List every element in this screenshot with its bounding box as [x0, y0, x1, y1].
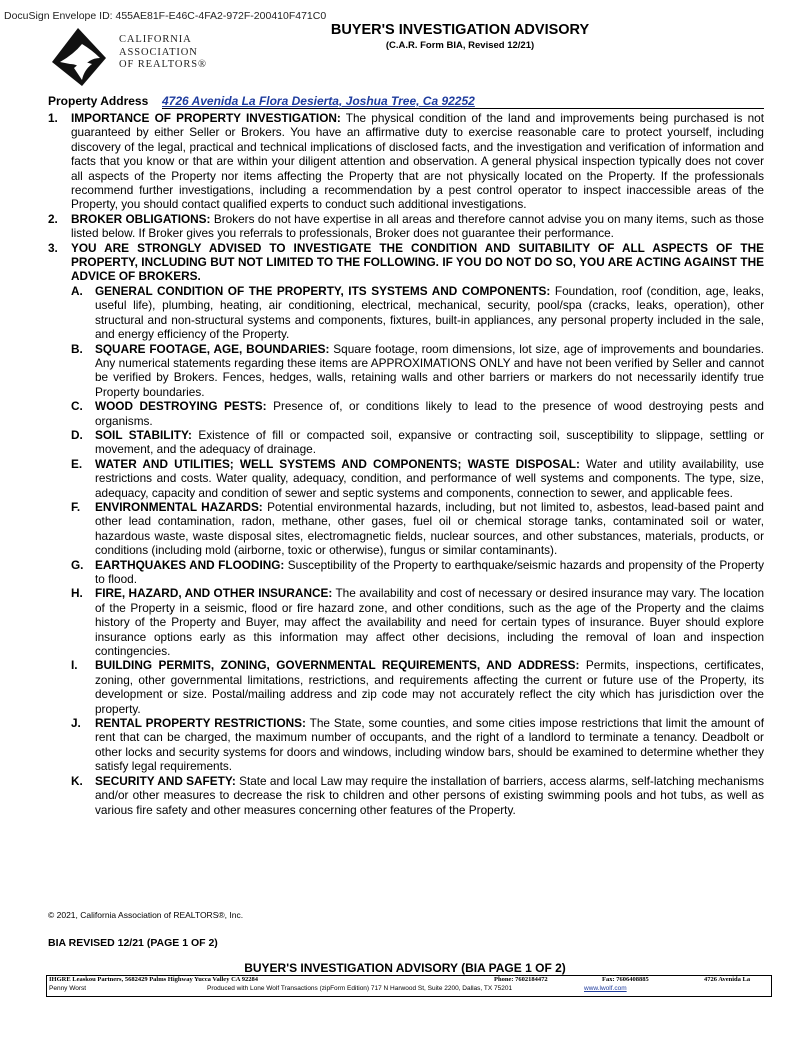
item-e: E. WATER AND UTILITIES; WELL SYSTEMS AND COMPONENTS; WASTE DISPOSAL: Water and utility availability, use restrictions and costs. Water quality, adequacy, condition, and performance of well systems and components. The type, size, adequacy, capacity and condition of sewer and septic systems and components, connection to sewer, and applicable fees.	[71, 456, 764, 500]
property-address-row	[48, 94, 764, 109]
section-heading: YOU ARE STRONGLY ADVISED TO INVESTIGATE THE CONDITION AND SUITABILITY OF ALL ASPECTS OF THE PROPERTY, INCLUDING BUT NOT LIMITED TO THE FOLLOWING. IF YOU DO NOT DO SO, YOU ARE ACTING AGAINST THE ADVICE OF BROKERS.	[71, 240, 764, 284]
item-f: F. ENVIRONMENTAL HAZARDS: Potential environmental hazards, including, but not limited to, asbestos, lead-based paint and other lead contamination, radon, methane, other gases, fuel oil or chemical storage tanks, contaminated soil or water, hazardous waste, waste disposal sites, electromagnetic fields, nuclear sources, and other substances, materials, products, or conditions (including mold (airborne, toxic or otherwise), fungus or similar contaminants).	[71, 499, 764, 558]
lwolf-link[interactable]: www.lwolf.com	[584, 985, 627, 992]
item-g: G. EARTHQUAKES AND FLOODING: Susceptibility of the Property to earthquake/seismic hazards and propensity of the Property to flood.	[71, 557, 764, 586]
agent-name: Penny Worst	[49, 985, 87, 992]
footer-title: BUYER'S INVESTIGATION ADVISORY (BIA PAGE 1 OF 2)	[244, 961, 566, 975]
realtor-house-logo-icon	[48, 24, 110, 88]
docusign-envelope-id: DocuSign Envelope ID: 455AE81F-E46C-4FA2-972F-200410F471C0	[4, 10, 327, 22]
item-a: A. GENERAL CONDITION OF THE PROPERTY, ITS SYSTEMS AND COMPONENTS: Foundation, roof (condition, age, leaks, useful life), plumbing, heating, air conditioning, electrical, mechanical, security, pool/spa (cracks, leaks, operation), other structural and non-structural systems and components, fixtures, built-in appliances, any personal property included in the sale, and energy efficiency of the Property.	[71, 283, 764, 342]
section-3: 3. YOU ARE STRONGLY ADVISED TO INVESTIGATE THE CONDITION AND SUITABILITY OF ALL ASPECTS OF THE PROPERTY, INCLUDING BUT NOT LIMITED TO THE FOLLOWING. IF YOU DO NOT DO SO, YOU ARE ACTING AGAINST THE ADVICE OF BROKERS. A. GENERAL CONDITION OF THE PROPERTY, ITS SYSTEMS AND COMPONENTS: Foundation, roof (condition, age, leaks, useful life), plumbing, heating, air conditioning, electrical, mechanical, security, pool/spa (cracks, leaks, operation), other structural and non-structural systems and components, fixtures, built-in appliances, any personal property included in the sale, and energy efficiency of the Property. B. SQUARE FOOTAGE, AGE, BOUNDARIES: Square footage, room dimensions, lot size, age of improvements and boundaries. Any numerical statements regarding these items are APPROXIMATIONS ONLY and have not been verified by Seller and cannot be verified by Brokers. Fences, hedges, walls, retaining walls and other barriers or markers do not necessarily identify true Property boundaries. C. WOOD DESTROYING PESTS: Presence of, or conditions likely to lead to the presence of wood destroying pests and organisms. D. SOIL STABILITY: Existence of fill or compacted soil, expansive or contracting soil, susceptibility to slippage, settling or movement, and the adequacy of drainage. E. WATER AND UTILITIES; WELL SYSTEMS AND COMPONENTS; WASTE DISPOSAL: Water and utility availability, use restrictions and costs. Water quality, adequacy, condition, and performance of well systems and components. The type, size, adequacy, capacity and condition of sewer and septic systems and components, connection to sewer, and applicable fees. F. ENVIRONMENTAL HAZARDS: Potential environmental hazards, including, but not limited to, asbestos, lead-based paint and other lead contamination, radon, methane, other gases, fuel oil or chemical storage tanks, contaminated soil or water, hazardous waste, waste disposal sites, electromagnetic fields, nuclear sources, and other substances, materials, products, or conditions (including mold (airborne, toxic or otherwise), fungus or similar contaminants). G. EARTHQUAKES AND FLOODING: Susceptibility of the Property to earthquake/seismic hazards and propensity of the Property to flood. H. FIRE, HAZARD, AND OTHER INSURANCE: The availability and cost of necessary or desired insurance may vary. The location of the Property in a seismic, flood or fire hazard zone, and other conditions, such as the age of the Property and the claims history of the Property and Buyer, may affect the availability and need for certain types of insurance. Buyer should explore insurance options early as this information may affect other decisions, including the removal of loan and inspection contingencies. I. BUILDING PERMITS, ZONING, GOVERNMENTAL REQUIREMENTS, AND ADDRESS: Permits, inspections, certificates, zoning, other governmental limitations, restrictions, and requirements affecting the current or future use of the Property, its development or size. Postal/mailing address and zip code may not accurately reflect the city which has jurisdiction over the property. J. RENTAL PROPERTY RESTRICTIONS: The State, some counties, and some cities impose restrictions that limit the amount of rent that can be charged, the maximum number of occupants, and the right of a landlord to terminate a tenancy. Deadbolt or other locks and security systems for doors and windows, including window bars, should be examined to determine whether they satisfy legal requirements. K. SECURITY AND SAFETY: State and local Law may require the installation of barriers, access alarms, self-latching mechanisms and/or other measures to decrease the risk to children and other persons of existing swimming pools and hot tubs, as well as various fire safety and other measures concerning other features of the Property.	[48, 240, 765, 817]
advisory-body	[48, 111, 764, 817]
office-fax: Fax: 7606408885	[602, 976, 649, 983]
property-address-label: Property Address	[48, 94, 149, 108]
form-subtitle: (C.A.R. Form BIA, Revised 12/21)	[385, 40, 535, 51]
item-i: I. BUILDING PERMITS, ZONING, GOVERNMENTAL REQUIREMENTS, AND ADDRESS: Permits, inspections, certificates, zoning, other governmental limitations, restrictions, and requirements affecting the current or future use of the Property, its development or size. Postal/mailing address and zip code may not accurately reflect the city which has jurisdiction over the property.	[71, 658, 765, 716]
section-2: 2. BROKER OBLIGATIONS: Brokers do not have expertise in all areas and therefore cannot advise you on many items, such as those listed below. If Broker gives you referrals to professionals, Broker does not guarantee their performance.	[48, 211, 764, 241]
office-phone: Phone: 7602184472	[494, 976, 548, 983]
item-c: C. WOOD DESTROYING PESTS: Presence of, or conditions likely to lead to the presence of wood destroying pests and organisms.	[71, 399, 764, 428]
revision-label: BIA REVISED 12/21 (PAGE 1 OF 2)	[48, 937, 218, 949]
item-b: B. SQUARE FOOTAGE, AGE, BOUNDARIES: Square footage, room dimensions, lot size, age of improvements and boundaries. Any numerical statements regarding these items are APPROXIMATIONS ONLY and have not been verified by Seller and cannot be verified by Brokers. Fences, hedges, walls, retaining walls and other barriers or markers do not necessarily identify true Property boundaries.	[71, 341, 765, 399]
producer-footer	[46, 975, 772, 997]
form-title: BUYER'S INVESTIGATION ADVISORY	[330, 22, 590, 38]
section-heading: BROKER OBLIGATIONS:	[71, 211, 211, 226]
item-h: H. FIRE, HAZARD, AND OTHER INSURANCE: The availability and cost of necessary or desired insurance may vary. The location of the Property in a seismic, flood or fire hazard zone, and other conditions, such as the age of the Property and the claims history of the Property and Buyer, may affect the availability and need for certain types of insurance. Buyer should explore insurance options early as this information may affect other decisions, including the removal of loan and inspection contingencies.	[71, 586, 764, 659]
org-name: CALIFORNIA ASSOCIATION OF REALTORS®	[119, 34, 207, 70]
copyright-notice: © 2021, California Association of REALTORS®, Inc.	[48, 910, 244, 920]
car-logo	[48, 24, 208, 96]
office-info: IHGRE Leaskou Partners, 5682429 Palms Highway Yucca Valley CA 92284	[49, 976, 258, 983]
produced-by: Produced with Lone Wolf Transactions (zipForm Edition) 717 N Harwood St, Suite 2200, Dallas, TX 75201	[207, 985, 513, 992]
item-d: D. SOIL STABILITY: Existence of fill or compacted soil, expansive or contracting soil, susceptibility to slippage, settling or movement, and the adequacy of drainage.	[71, 427, 764, 457]
property-address-field[interactable]: 4726 Avenida La Flora Desierta, Joshua Tree, Ca 92252	[162, 94, 764, 109]
item-k: K. SECURITY AND SAFETY: State and local Law may require the installation of barriers, access alarms, self-latching mechanisms and/or other measures to decrease the risk to children and other persons of existing swimming pools and hot tubs, as well as various fire safety and other measures concerning other features of the Property.	[71, 773, 764, 817]
section-text: Brokers do not have expertise in all areas and therefore cannot advise you on many items, such as those listed below. If Broker gives you referrals to professionals, Broker does not guarantee their performance.	[71, 211, 764, 241]
item-j: J. RENTAL PROPERTY RESTRICTIONS: The State, some counties, and some cities impose restrictions that limit the amount of rent that can be charged, the maximum number of occupants, and the right of a landlord to terminate a tenancy. Deadbolt or other locks and security systems for doors and windows, including window bars, should be examined to determine whether they satisfy legal requirements.	[71, 716, 764, 774]
section-1: 1. IMPORTANCE OF PROPERTY INVESTIGATION: The physical condition of the land and improvements being purchased is not guaranteed by either Seller or Brokers. You have an affirmative duty to exercise reasonable care to protect yourself, including discovery of the legal, practical and technical implications of disclosed facts, and the investigation and verification of information and facts that you know or that are within your diligent attention and observation. A general physical inspection typically does not cover all aspects of the Property nor items affecting the Property that are not physically located on the Property. If the professionals recommend further investigations, including a recommendation by a pest control operator to inspect inaccessible areas of the Property, you should contact qualified experts to conduct such additional investigations.	[48, 111, 764, 212]
section-heading: IMPORTANCE OF PROPERTY INVESTIGATION:	[71, 111, 341, 125]
section-text: The physical condition of the land and improvements being purchased is not guaranteed by either Seller or Brokers. You have an affirmative duty to exercise reasonable care to protect yourself, including discovery of the legal, practical and technical implications of disclosed facts, and the investigation and verification of information and facts that you know or that are within your diligent attention and observation. A general physical inspection typically does not cover all aspects of the Property nor items affecting the Property that are not physically located on the Property. If the professionals recommend further investigations, including a recommendation by a pest control operator to inspect inaccessible areas of the Property, you should contact qualified experts to conduct such additional investigations.	[71, 111, 764, 212]
document-name: 4726 Avenida La	[704, 976, 751, 983]
